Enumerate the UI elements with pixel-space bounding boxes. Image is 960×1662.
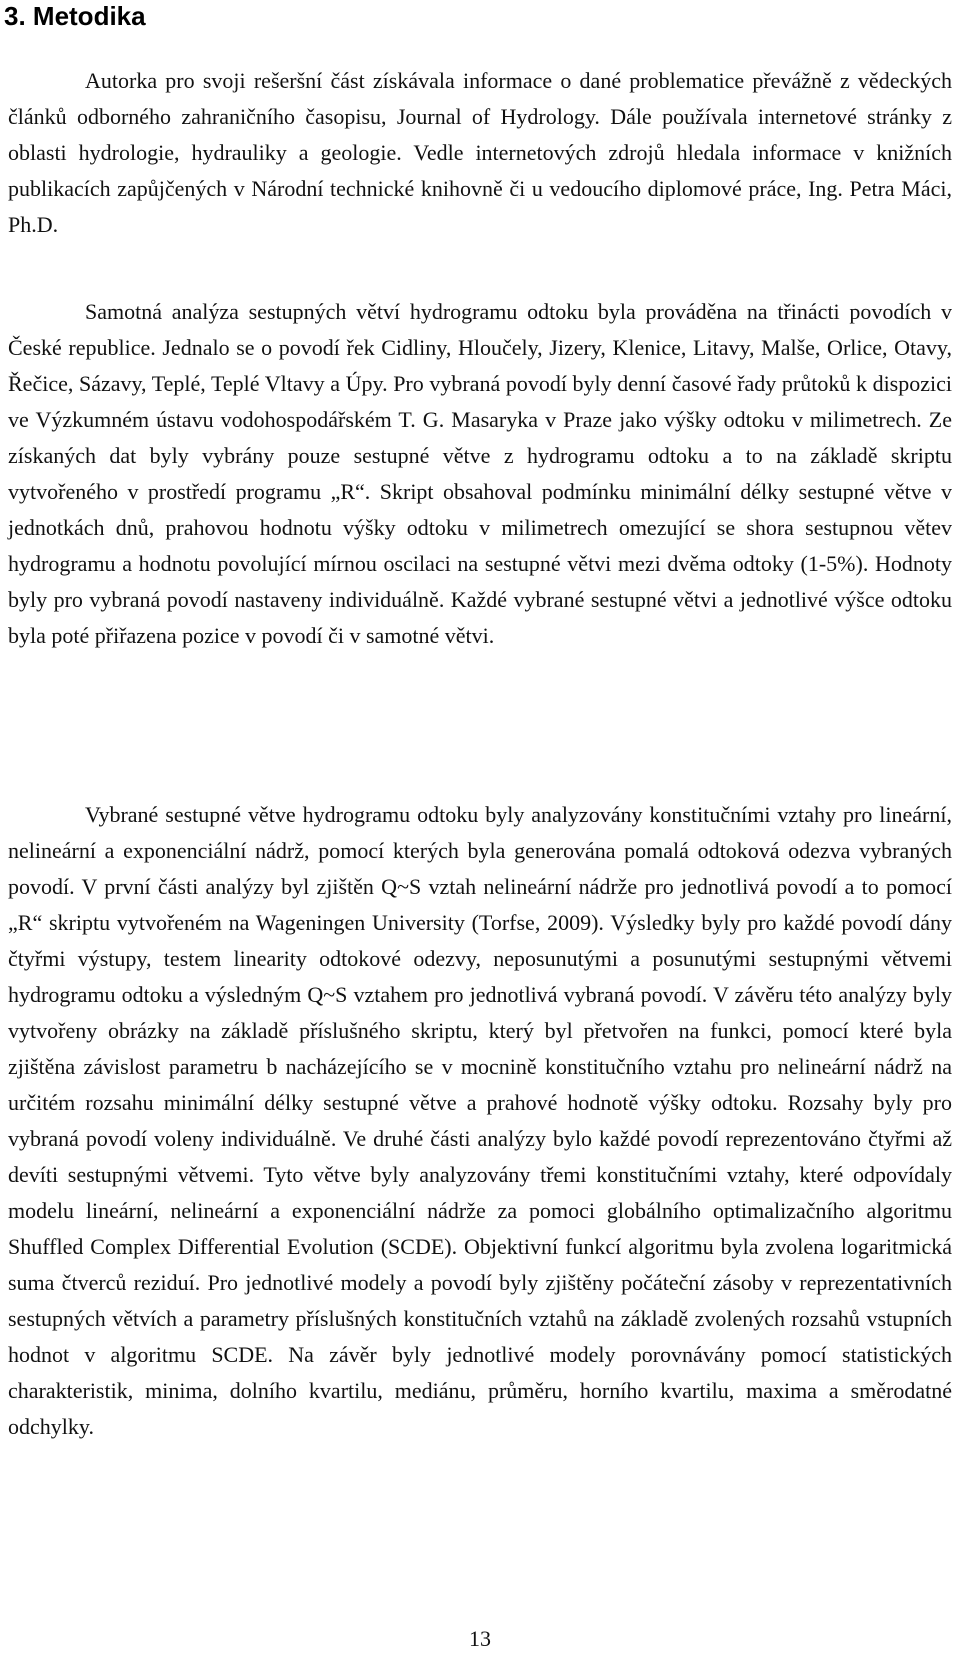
page-number: 13	[469, 1626, 491, 1651]
section-heading: 3. Metodika	[4, 1, 146, 31]
paragraph-sources: Autorka pro svoji rešeršní část získávala informace o dané problematice převážně z vědeckých článků odborného zahraničního časopisu, Journal of Hydrology. Dále používala internetové stránky z oblasti hydrologie, hydrauliky a geologie. Vedle internetových zdrojů hledala informace v knižních publikacích zapůjčených v Národní technické knihovně či u vedoucího diplomové práce, Ing. Petra Máci, Ph.D.	[8, 68, 952, 237]
paragraph-analysis-data: Samotná analýza sestupných větví hydrogramu odtoku byla prováděna na třinácti povodích v České republice. Jednalo se o povodí řek Cidliny, Hloučely, Jizery, Klenice, Litavy, Malše, Orlice, Otavy, Řečice, Sázavy, Teplé, Teplé Vltavy a Úpy. Pro vybraná povodí byly denní časové řady průtoků k dispozici ve Výzkumném ústavu vodohospodářském T. G. Masaryka v Praze jako výšky odtoku v milimetrech. Ze získaných dat byly vybrány pouze sestupné větve z hydrogramu odtoku a to na základě skriptu vytvořeného v prostředí programu „R“. Skript obsahoval podmínku minimální délky sestupné větve v jednotkách dnů, prahovou hodnotu výšky odtoku v milimetrech omezující se shora sestupnou větev hydrogramu a hodnotu povolující mírnou oscilaci na sestupné větvi mezi dvěma odtoky (1-5%). Hodnoty byly pro vybraná povodí nastaveny individuálně. Každé vybrané sestupné větvi a jednotlivé výšce odtoku byla poté přiřazena pozice v povodí či v samotné větvi.	[8, 299, 952, 648]
paragraph-analysis-methods: Vybrané sestupné větve hydrogramu odtoku byly analyzovány konstitučními vztahy pro lineární, nelineární a exponenciální nádrž, pomocí kterých byla generována pomalá odtoková odezva vybraných povodí. V první části analýzy byl zjištěn Q~S vztah nelineární nádrže pro jednotlivá povodí a to pomocí „R“ skriptu vytvořeném na Wageningen University (Torfse, 2009). Výsledky byly pro každé povodí dány čtyřmi výstupy, testem linearity odtokové odezvy, neposunutými a posunutými sestupnými větvemi hydrogramu odtoku a výsledným Q~S vztahem pro jednotlivá vybraná povodí. V závěru této analýzy byly vytvořeny obrázky na základě příslušného skriptu, který byl přetvořen na funkci, pomocí které byla zjištěna závislost parametru b nacházejícího se v mocnině konstitučního vztahu pro nelineární nádrž na určitém rozsahu minimální délky sestupné větve a prahové hodnotě výšky odtoku. Rozsahy byly pro vybraná povodí voleny individuálně. Ve druhé části analýzy bylo každé povodí reprezentováno čtyřmi až devíti sestupnými větvemi. Tyto větve byly analyzovány třemi konstitučními vztahy, které odpovídaly modelu lineární, nelineární a exponenciální nádrže za pomoci globálního optimalizačního algoritmu Shuffled Complex Differential Evolution (SCDE). Objektivní funkcí algoritmu byla zvolena logaritmická suma čtverců reziduí. Pro jednotlivé modely a povodí byly zjištěny počáteční zásoby v reprezentativních sestupných větvích a parametry příslušných konstitučních vztahů na základě zvolených rozsahů vstupních hodnot v algoritmu SCDE. Na závěr byly jednotlivé modely porovnávány pomocí statistických charakteristik, minima, dolního kvartilu, mediánu, průměru, horního kvartilu, maxima a směrodatné odchylky.	[8, 802, 952, 1439]
